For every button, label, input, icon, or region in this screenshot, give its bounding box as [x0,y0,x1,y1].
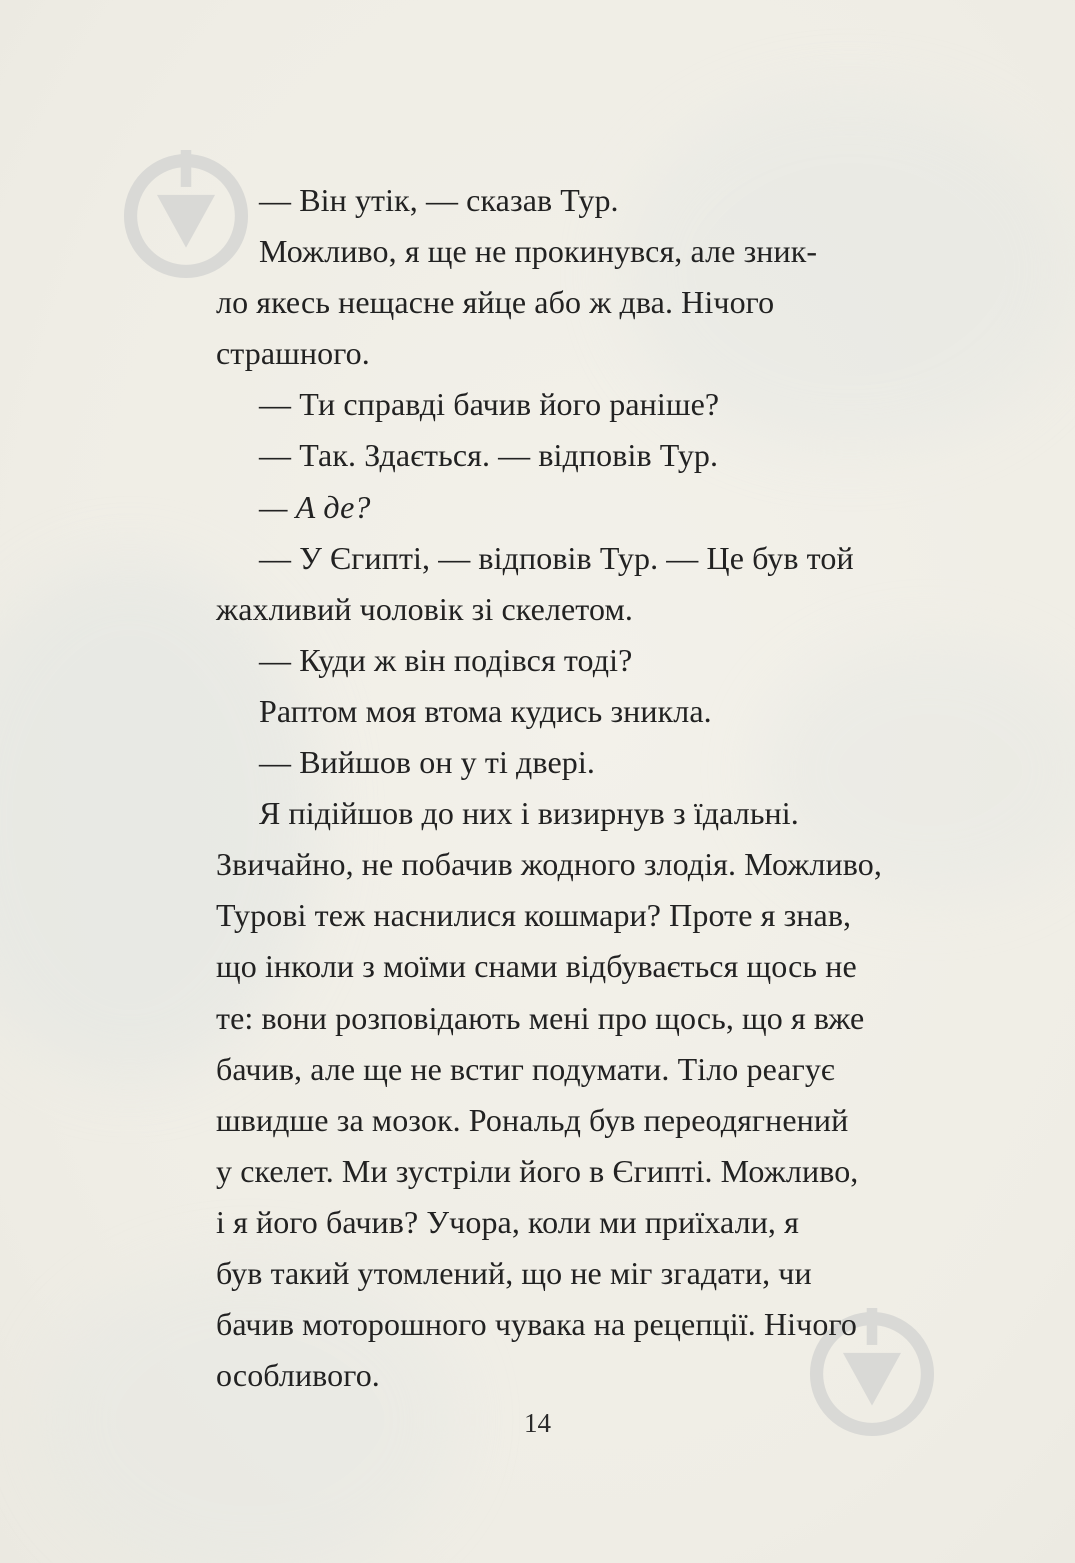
text-line: — У Єгипті, — відповів Тур. — Це був той [259,539,854,576]
text-line: — Вийшов он у ті двері. [259,744,595,781]
text-line: бачив, але ще не встиг подумати. Тіло реагує [216,1050,835,1087]
text-line: те: вони розповідають мені про щось, що я вже [216,999,865,1036]
text-line: — Так. Здається. — відповів Тур. [259,437,719,474]
text-line: ло якесь нещасне яйце або ж два. Нічого [216,284,775,321]
text-line: — Ти справді бачив його раніше? [259,386,720,423]
text-line: — А де? [259,488,371,525]
text-line: — Він утік, — сказав Тур. [259,182,619,218]
text-line: у скелет. Ми зустріли його в Єгипті. Можливо, [216,1152,859,1189]
text-line: був такий утомлений, що не міг згадати, чи [216,1254,812,1291]
text-line: швидше за мозок. Рональд був переодягнений [216,1101,849,1138]
text-line: що інколи з моїми снами відбувається щось не [216,948,857,985]
text-line: особливого. [216,1357,380,1394]
text-line: Турові теж наснилися кошмари? Проте я знав, [216,897,852,934]
text-line: бачив моторошного чувака на рецепції. Нічого [216,1306,857,1343]
text-line: Я підійшов до них і визирнув з їдальні. [259,795,799,832]
text-line: Звичайно, не побачив жодного злодія. Можливо, [216,846,882,883]
text-line: Можливо, я ще не прокинувся, але зник- [259,233,818,270]
text-line: страшного. [216,335,370,372]
page-number: 14 [524,1408,551,1438]
text-line: — Куди ж він подівся тоді? [259,641,633,678]
text-line: жахливий чоловік зі скелетом. [216,590,633,627]
text-line: і я його бачив? Учора, коли ми приїхали, я [216,1203,799,1240]
text-line: Раптом моя втома кудись зникла. [259,692,712,729]
body-text [216,175,1046,1401]
